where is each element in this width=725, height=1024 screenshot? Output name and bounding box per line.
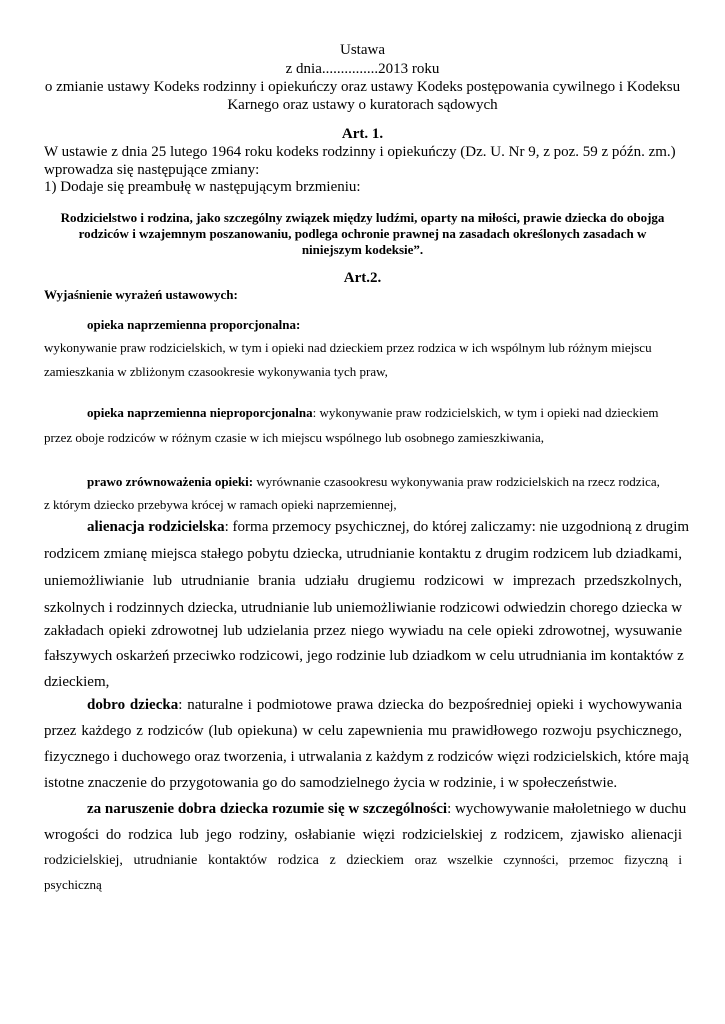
def-3-line-2: z którym dziecko przebywa krócej w ramach opieki naprzemiennej, [44, 497, 397, 512]
def-1-line-1: wykonywanie praw rodzicielskich, w tym i opieki nad dzieckiem przez rodzica w ich wspólnym lub różnym miejscu [44, 340, 652, 355]
act-title-line-1: o zmianie ustawy Kodeks rodzinny i opiekuńczy oraz ustawy Kodeks postępowania cywilnego i Kodeksu [44, 79, 681, 95]
def-6-line-3 [44, 852, 682, 869]
def-6-line-3-part-b: oraz wszelkie czynności, przemoc fizyczną i [414, 852, 683, 867]
def-5-line-3: fizycznego i duchowego oraz tworzenia, i utrwalania z każdym z rodziców więzi rodzicielskich, które mają [44, 749, 689, 765]
act-heading: Ustawa [340, 42, 385, 58]
def-5-text: : naturalne i podmiotowe prawa dziecka do bezpośredniej opieki i wychowywania [178, 697, 682, 713]
art-1-line-1: W ustawie z dnia 25 lutego 1964 roku kodeks rodzinny i opiekuńczy (Dz. U. Nr 9, z poz. 59 z późn. zm.) [44, 144, 676, 160]
art-2-title: Art.2. [343, 270, 382, 286]
def-3-line-1 [87, 474, 660, 490]
art-1-title: Art. 1. [341, 126, 384, 142]
def-4-line-2: rodzicem zmianę miejsca stałego pobytu dziecka, utrudnianie kontaktu z drugim rodzicem lub dziadkami, [44, 546, 682, 562]
act-date: z dnia...............2013 roku [285, 61, 440, 77]
def-5-term: dobro dziecka [87, 697, 179, 713]
def-3-term: prawo zrównoważenia opieki: [87, 474, 254, 489]
def-4-line-1 [87, 519, 690, 536]
art-1-line-2: wprowadza się następujące zmiany: [44, 162, 260, 178]
def-4-term: alienacja rodzicielska [87, 519, 225, 535]
def-6-term: za naruszenie dobra dziecka rozumie się w szczególności [87, 801, 448, 817]
def-1-term: opieka naprzemienna proporcjonalna: [87, 317, 301, 332]
def-5-line-1 [87, 697, 682, 714]
def-2-text: : wykonywanie praw rodzicielskich, w tym i opieki nad dzieckiem [312, 405, 659, 420]
def-4-line-4: szkolnych i rodzinnych dziecka, utrudnianie lub uniemożliwianie rodzicowi odwiedzin chorego dziecka w [44, 600, 683, 616]
def-5-line-4: istotne znaczenie do przygotowania go do samodzielnego życia w rodzinie, i w społeczeństwie. [44, 775, 618, 791]
def-6-line-1 [87, 801, 687, 818]
preamble-line-3: niniejszym kodeksie”. [301, 242, 424, 257]
def-5-line-2: przez każdego z rodziców (lub opiekuna) w celu zapewnienia mu prawidłowego rozwoju psychicznego, [44, 723, 682, 739]
act-title-line-2: Karnego oraz ustawy o kuratorach sądowych [227, 97, 498, 113]
def-1-line-2: zamieszkania w zbliżonym czasookresie wykonywania tych praw, [44, 364, 388, 379]
def-3-text: wyrównanie czasookresu wykonywania praw rodzicielskich na rzecz rodzica, [253, 474, 660, 489]
def-4-line-5: zakładach opieki zdrowotnej lub udzielania przez niego wywiadu na cele opieki zdrowotnej, wysuwanie [44, 623, 682, 639]
def-6-line-2: wrogości do rodzica lub jego rodziny, osłabianie więzi rodzicielskiej z rodzicem, zjawisko alienacji [44, 827, 682, 843]
def-6-line-4: psychiczną [44, 877, 102, 892]
def-6-line-3-part-a: rodzicielskiej, utrudnianie kontaktów rodzica z dzieckiem [44, 853, 404, 868]
def-6-text: : wychowywanie małoletniego w duchu [447, 801, 687, 817]
preamble-line-1: Rodzicielstwo i rodzina, jako szczególny związek między ludźmi, oparty na miłości, prawie dziecka do obojga [60, 210, 665, 225]
def-2-term: opieka naprzemienna nieproporcjonalna [87, 405, 313, 420]
preamble-line-2: rodziców i wzajemnym poszanowaniu, podlega ochronie prawnej na zasadach określonych zasadach w [78, 226, 647, 241]
def-4-line-7: dzieckiem, [44, 674, 110, 690]
def-2-line-1 [87, 405, 658, 421]
def-4-text: : forma przemocy psychicznej, do której zaliczamy: nie uzgodnioną z drugim [224, 519, 690, 535]
def-4-line-6: fałszywych oskarżeń przeciwko rodzicowi, jego rodzinie lub dziadkom w celu utrudniania im kontaktów z [44, 648, 684, 664]
art-2-subtitle: Wyjaśnienie wyrażeń ustawowych: [44, 287, 238, 302]
art-1-line-3: 1) Dodaje się preambułę w następującym brzmieniu: [44, 179, 361, 195]
def-4-line-3: uniemożliwianie lub utrudnianie brania udziału drugiemu rodzicowi w imprezach przedszkolnych, [44, 573, 682, 589]
def-2-line-2: przez oboje rodziców w różnym czasie w ich miejscu wspólnego lub osobnego zamieszkiwania, [44, 430, 544, 445]
